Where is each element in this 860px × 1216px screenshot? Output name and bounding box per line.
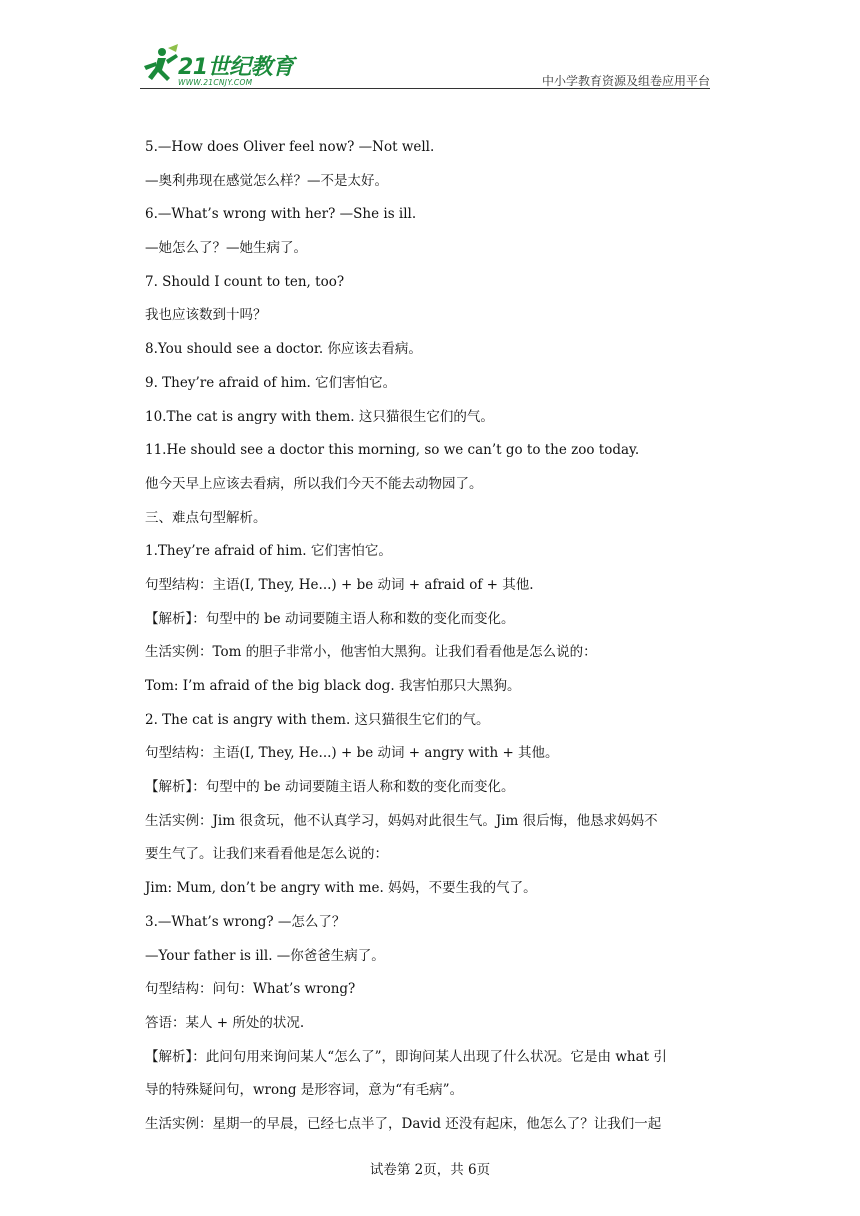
text-line: —Your father is ill. —你爸爸生病了。: [145, 947, 385, 964]
logo-url: WWW.21CNJY.COM: [178, 78, 253, 87]
page-header: [140, 40, 710, 90]
text-line: 要生气了。让我们来看看他是怎么说的：: [145, 846, 388, 863]
header-divider: [140, 88, 710, 89]
text-line: 句型结构：主语(I, They, He...) + be 动词 + angry with + 其他。: [145, 745, 559, 762]
text-line: 7. Should I count to ten, too?: [145, 273, 345, 290]
text-line: Tom: I’m afraid of the big black dog. 我害怕那只大黑狗。: [145, 678, 521, 694]
page-footer: 试卷第 2页，共 6页: [369, 1162, 491, 1178]
text-line: 生活实例：Jim 很贪玩，他不认真学习，妈妈对此很生气。Jim 很后悔，他恳求妈妈不: [145, 812, 658, 829]
text-line: 3.—What’s wrong? —怎么了？: [145, 913, 346, 930]
text-line: 句型结构：问句：What’s wrong?: [145, 981, 356, 998]
text-line: 11.He should see a doctor this morning, so we can’t go to the zoo today.: [145, 442, 640, 459]
text-line: —奥利弗现在感觉怎么样？—不是太好。: [145, 172, 388, 189]
text-line: 【解析】：此问句用来询问某人“怎么了”，即询问某人出现了什么状况。它是由 what 引: [145, 1048, 667, 1065]
text-line: 他今天早上应该去看病，所以我们今天不能去动物园了。: [145, 475, 483, 492]
text-line: 6.—What’s wrong with her? —She is ill.: [145, 206, 417, 223]
text-line: 生活实例：Tom 的胆子非常小，他害怕大黑狗。让我们看看他是怎么说的：: [145, 644, 597, 661]
text-line: 【解析】：句型中的 be 动词要随主语人称和数的变化而变化。: [145, 610, 515, 627]
text-line: 导的特殊疑问句，wrong 是形容词，意为“有毛病”。: [145, 1082, 464, 1099]
section-heading: 三、难点句型解析。: [145, 509, 267, 526]
logo: [140, 44, 310, 88]
text-line: 1.They’re afraid of him. 它们害怕它。: [145, 543, 392, 560]
text-line: 2. The cat is angry with them. 这只猫很生它们的气。: [145, 711, 490, 728]
text-line: 我也应该数到十吗？: [145, 307, 267, 324]
text-line: 9. They’re afraid of him. 它们害怕它。: [145, 374, 397, 391]
text-line: 句型结构：主语(I, They, He...) + be 动词 + afraid of + 其他.: [145, 576, 534, 593]
runner-logo-icon: [140, 44, 180, 88]
platform-label: 中小学教育资源及组卷应用平台: [541, 74, 710, 88]
text-line: 8.You should see a doctor. 你应该去看病。: [145, 341, 422, 358]
logo-text: 21世纪教育: [178, 55, 294, 80]
document-body: [145, 131, 715, 1142]
text-line: 答语：某人 + 所处的状况.: [145, 1014, 305, 1031]
text-line: 生活实例：星期一的早晨，已经七点半了，David 还没有起床，他怎么了？让我们一起: [145, 1115, 662, 1132]
text-line: 10.The cat is angry with them. 这只猫很生它们的气。: [145, 408, 494, 425]
text-line: —她怎么了？—她生病了。: [145, 240, 307, 257]
text-line: 5.—How does Oliver feel now? —Not well.: [145, 139, 435, 155]
text-line: Jim: Mum, don’t be angry with me. 妈妈，不要生我的气了。: [145, 880, 537, 897]
text-line: 【解析】：句型中的 be 动词要随主语人称和数的变化而变化。: [145, 779, 515, 796]
